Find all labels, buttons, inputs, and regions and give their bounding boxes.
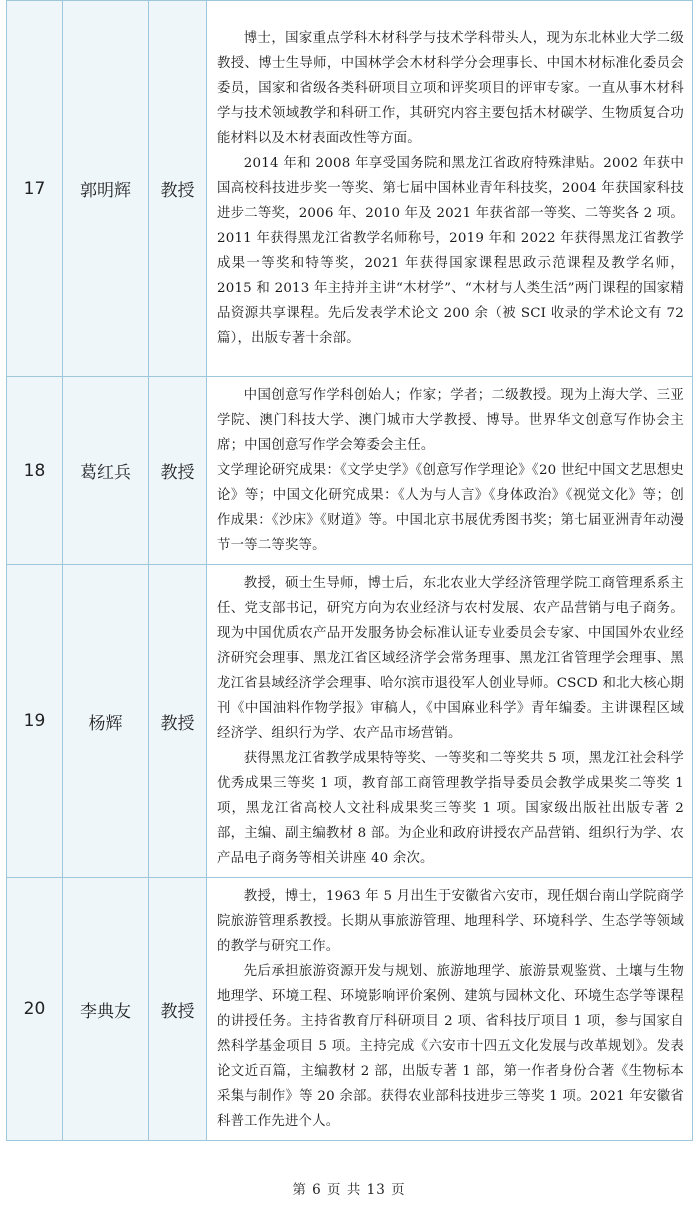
- expert-description: [207, 565, 693, 878]
- expert-title: 教授: [149, 565, 207, 878]
- row-number: 19: [7, 565, 63, 878]
- expert-name: 葛红兵: [63, 377, 149, 565]
- expert-title: 教授: [149, 1, 207, 377]
- table-row: [7, 565, 693, 878]
- description-paragraph: 2014 年和 2008 年享受国务院和黑龙江省政府特殊津贴。2002 年获中国高校科技进步奖一等奖、第七届中国林业青年科技奖，2004 年获国家科技进步二等奖，2006 年、2010 年及 2021 年获省部一等奖、二等奖各 2 项。2011 年获得黑龙江省教学名师称号，2019 年和 2022 年获得黑龙江省教学成果一等奖和特等奖，2021 年获得国家课程思政示范课程及教学名师，2015 和 2013 年主持并主讲“木材学”、“木材与人类生活”两门课程的国家精品资源共享课程。先后发表学术论文 200 余（被 SCI 收录的学术论文有 72 篇），出版专著十余部。: [217, 156, 684, 346]
- experts-table: [6, 0, 693, 1141]
- description-paragraph: 博士，国家重点学科木材科学与技术学科带头人，现为东北林业大学二级教授、博士生导师，中国林学会木材科学分会理事长、中国木材标准化委员会委员，国家和省级各类科研项目立项和评奖项目的评审专家。一直从事木材科学与技术领域教学和科研工作，其研究内容主要包括木材碳学、生物质复合功能材料以及木材表面改性等方面。: [217, 31, 684, 146]
- description-paragraph: 获得黑龙江省教学成果特等奖、一等奖和二等奖共 5 项，黑龙江社会科学优秀成果三等奖 1 项，教育部工商管理教学指导委员会教学成果奖二等奖 1 项，黑龙江省高校人文社科成果奖三等奖 1 项。国家级出版社出版专著 2 部，主编、副主编教材 8 部。为企业和政府讲授农产品营销、组织行为学、农产品电子商务等相关讲座 40 余次。: [217, 751, 684, 866]
- row-number: 18: [7, 377, 63, 565]
- expert-title: 教授: [149, 878, 207, 1141]
- description-paragraph: 文学理论研究成果：《文学史学》《创意写作学理论》《20 世纪中国文艺思想史论》等；中国文化研究成果：《人为与人言》《身体政治》《视觉文化》等；创作成果：《沙床》《财道》等。中国北京书展优秀图书奖；第七届亚洲青年动漫节一等二等奖等。: [217, 463, 684, 553]
- description-paragraph: 中国创意写作学科创始人；作家；学者；二级教授。现为上海大学、三亚学院、澳门科技大学、澳门城市大学教授、博导。世界华文创意写作协会主席；中国创意写作学会筹委会主任。: [217, 388, 684, 453]
- expert-description: [207, 878, 693, 1141]
- expert-name: 杨辉: [63, 565, 149, 878]
- experts-table-wrapper: [6, 0, 692, 1141]
- row-number: 17: [7, 1, 63, 377]
- table-row: [7, 1, 693, 377]
- page-footer: 第 6 页 共 13 页: [292, 1182, 406, 1198]
- expert-name: 郭明辉: [63, 1, 149, 377]
- expert-name: 李典友: [63, 878, 149, 1141]
- description-paragraph: 教授，硕士生导师，博士后，东北农业大学经济管理学院工商管理系系主任、党支部书记，研究方向为农业经济与农村发展、农产品营销与电子商务。现为中国优质农产品开发服务协会标准认证专业委员会专家、中国国外农业经济研究会理事、黑龙江省区域经济学会常务理事、黑龙江省管理学会理事、黑龙江省县域经济学会理事、哈尔滨市退役军人创业导师。CSCD 和北大核心期刊《中国油料作物学报》审稿人，《中国麻业科学》青年编委。主讲课程区域经济学、组织行为学、农产品市场营销。: [217, 576, 684, 741]
- table-row: [7, 377, 693, 565]
- expert-title: 教授: [149, 377, 207, 565]
- expert-description: [207, 377, 693, 565]
- expert-description: [207, 1, 693, 377]
- description-paragraph: 先后承担旅游资源开发与规划、旅游地理学、旅游景观鉴赏、土壤与生物地理学、环境工程、环境影响评价案例、建筑与园林文化、环境生态学等课程的讲授任务。主持省教育厅科研项目 2 项、省科技厅项目 1 项，参与国家自然科学基金项目 5 项。主持完成《六安市十四五文化发展与改革规划》。发表论文近百篇，主编教材 2 部，出版专著 1 部，第一作者身份合著《生物标本采集与制作》等 20 余部。获得农业部科技进步三等奖 1 项。2021 年安徽省科普工作先进个人。: [217, 964, 684, 1129]
- table-row: [7, 878, 693, 1141]
- description-paragraph: 教授，博士，1963 年 5 月出生于安徽省六安市，现任烟台南山学院商学院旅游管理系教授。长期从事旅游管理、地理科学、环境科学、生态学等领域的教学与研究工作。: [217, 889, 684, 954]
- row-number: 20: [7, 878, 63, 1141]
